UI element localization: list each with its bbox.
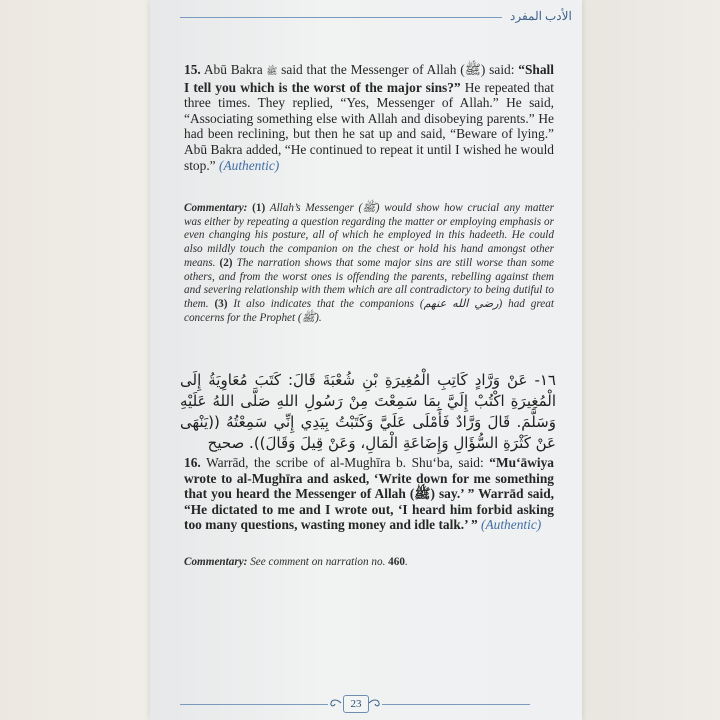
footer-rule-right [382, 704, 530, 705]
book-edge-left [0, 0, 150, 720]
commentary-text: The narration shows that some major sins are still worse than some others, and from the worst ones is offending the parents, rebelling against them and severing relationship with them which are all contradictory to being dutiful to them. [184, 256, 554, 310]
commentary-15 [184, 202, 554, 325]
book-page [150, 0, 582, 720]
page-number: 23 [343, 695, 369, 713]
hadith-text: Abū Bakra [200, 62, 267, 77]
hadith-text: Warrād, the scribe of al-Mughīra b. Shu‘ba, said: [200, 455, 490, 470]
point-number: (1) [252, 202, 266, 214]
hadith-15 [184, 62, 554, 173]
running-header: الأدب المفرد [510, 9, 572, 23]
commentary-text: . [404, 556, 408, 568]
hadith-number: 16. [184, 455, 201, 470]
commentary-text: Allah’s Messenger (ﷺ) would show how crucial any matter was either by repeating a question regarding the matter or employing emphasis or even changing his posture, all of which he employed in this hadeeth. He could also mildly touch the companion on the chest or hold his hand amongst other means. [184, 202, 555, 269]
commentary-text: See comment on narration no. [247, 556, 389, 568]
hadith-16 [184, 455, 554, 533]
page-number-ornament [328, 692, 382, 714]
hadith-number: 15. [184, 62, 201, 77]
book-edge-right [582, 0, 720, 720]
footer-rule-left [180, 704, 328, 705]
hadith-text: said that the Messenger of Allah (ﷺ) said: [277, 62, 519, 77]
arabic-text: ١٦- عَنْ وَرَّادٍ كَاتِبِ الْمُغِيرَةِ بْنِ شُعْبَةَ قَالَ: كَتَبَ مُعَاوِيَةُ إِلَى الْمُغِيرَةِ اكْتُبْ إِلَيَّ بِمَا سَمِعْتَ مِنْ رَسُولِ اللهِ صَلَّى اللهُ عَلَيْهِ وَسَلَّمَ. قَالَ وَرَّادٌ فَأَمْلَى عَلَيَّ وَكَتَبْتُ بِيَدِي إِنِّي سَمِعْتُهُ ((يَنْهَى عَنْ كَثْرَةِ السُّؤَالِ وَإِضَاعَةِ الْمَالِ، وَعَنْ قِيلَ وَقَالَ)). صحيح [180, 371, 556, 452]
scroll-ornament-icon [328, 698, 342, 708]
header-rule [180, 17, 502, 18]
point-number: (3) [214, 297, 228, 310]
hadith-quote: “Shall I tell you which is the worst of the major sins?” [184, 62, 554, 95]
commentary-16 [184, 556, 554, 570]
hadith-quote: “Mu‘āwiya wrote to al-Mughīra and asked, ‘Write down for me something that you heard the Messenger of Allah (ﷺ) say.’ ” Warrād said, “He dictated to me and I wrote out, ‘I heard him forbid asking too many questions, wasting money and idle talk.’ ” [184, 455, 554, 533]
hadith-text: He repeated that three times. They replied, “Yes, Messenger of Allah.” He said, “Associating something else with Allah and disobeying parents.” He had been reclining, but then he sat up and said, “Beware of lying.” Abū Bakra added, “He continued to repeat it until I wished he would stop.” [184, 79, 554, 173]
commentary-text: It also indicates that the companions (رضي الله عنهم) had great concerns for the Prophet (ﷺ). [184, 297, 554, 324]
commentary-label: Commentary: [184, 556, 248, 568]
narration-ref: 460 [388, 556, 405, 568]
honorific-glyph: ﷺ [266, 66, 278, 76]
hadith-grade: (Authentic) [481, 517, 542, 533]
point-number: (2) [219, 256, 233, 269]
commentary-label: Commentary: [184, 202, 248, 214]
scroll-ornament-icon [368, 698, 382, 708]
hadith-grade: (Authentic) [218, 157, 280, 173]
